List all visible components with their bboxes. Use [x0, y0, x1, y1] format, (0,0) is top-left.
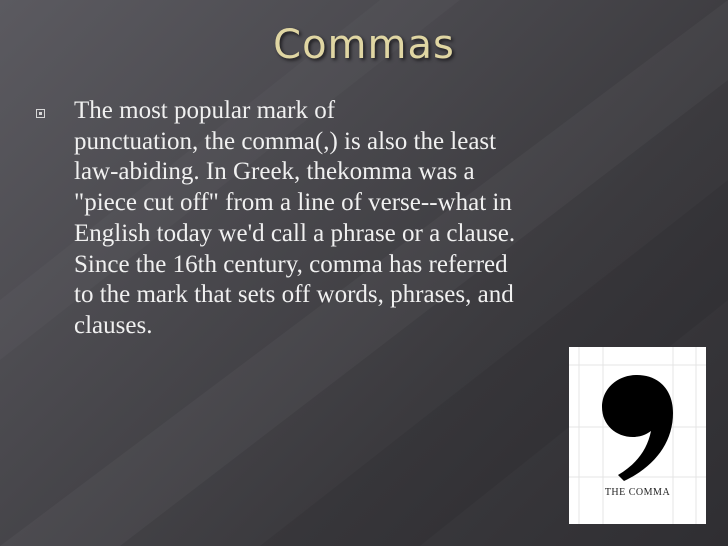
square-bullet-icon: [36, 109, 45, 118]
comma-illustration: [569, 347, 706, 524]
comma-caption: THE COMMA: [604, 487, 671, 498]
slide-title: Commas: [273, 22, 455, 68]
bullet-text: The most popular mark of punctuation, the comma(,) is also the least law-abiding. In Greek, thekomma was a "piece cut off" from a line of verse--what in English today we'd call a phrase or a clause. Since the 16th century, comma has referred to the mark that sets off words, phrases, and clauses.: [74, 97, 516, 339]
